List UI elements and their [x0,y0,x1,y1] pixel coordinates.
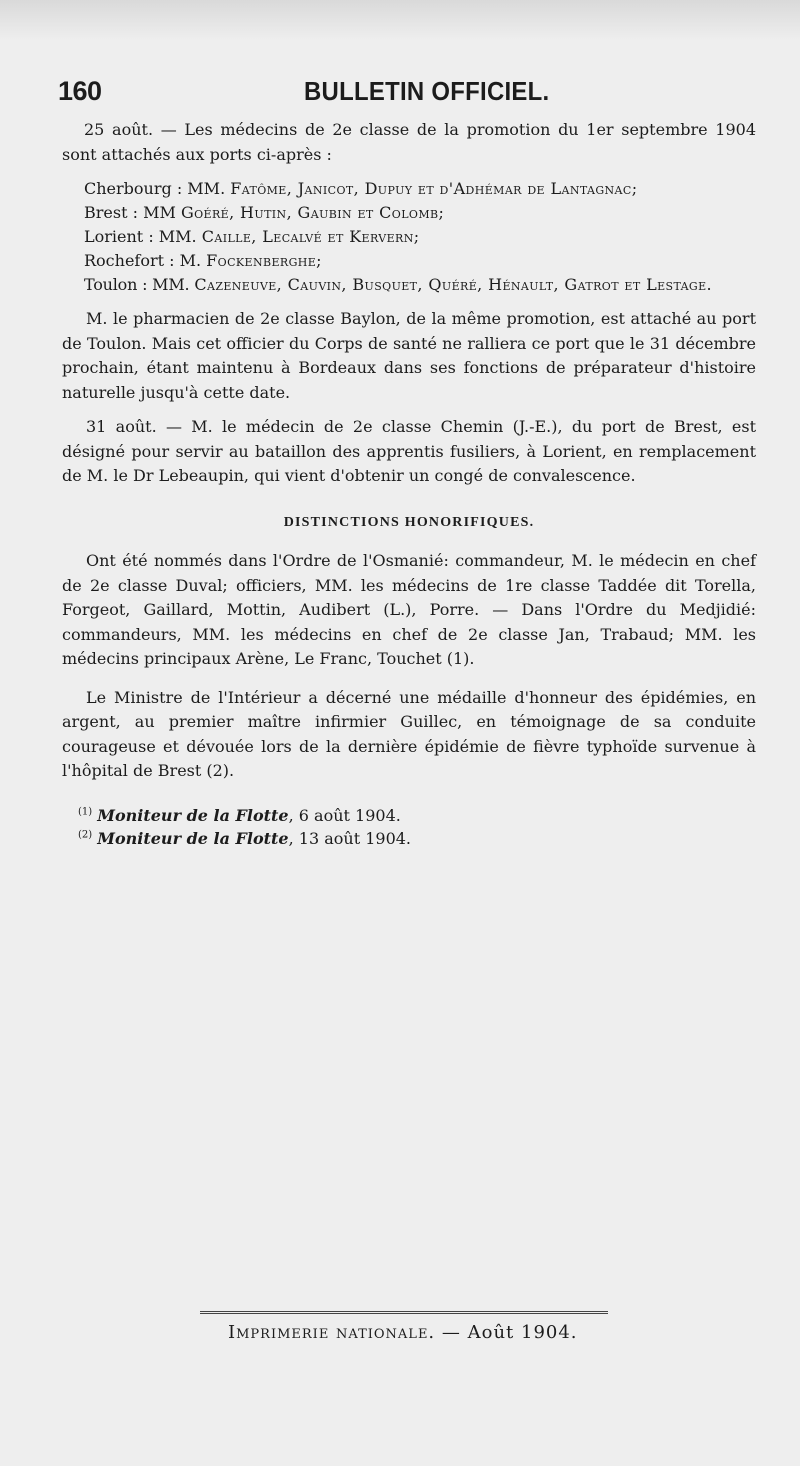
chemin-paragraph: 31 août. — M. le médecin de 2e classe Chemin (J.-E.), du port de Brest, est désigné pour servir au bataillon des apprentis fusiliers, à Lorient, en remplacement de M. le Dr Lebeaupin, qui vient d'obtenir un congé de convalescence. [62,417,756,485]
medaille-paragraph: Le Ministre de l'Intérieur a décerné une médaille d'honneur des épidémies, en argent, au premier maître infirmier Guillec, en témoignage de sa conduite courageuse et dévouée lors de la dernière épidémie de fièvre typhoïde survenue à l'hôpital de Brest (2). [62,687,756,780]
pharmacien-paragraph: M. le pharmacien de 2e classe Baylon, de la même promotion, est attaché au port de Toulon. Mais cet officier du Corps de santé ne ralliera ce port que le 31 décembre prochain, étant maintenu à Bordeaux dans ses fonctions de préparateur d'histoire naturelle jusqu'à cette date. [62,309,756,402]
scan-border [0,0,800,40]
imprint-footer: Imprimerie nationale. — Août 1904. [228,1322,578,1343]
printer-name: Imprimerie nationale. [228,1322,436,1343]
port-line-rochefort: Rochefort : M. Fockenberghe; [84,251,322,270]
footer-rule [200,1311,608,1314]
page-number: 160 [58,76,102,106]
section-title: DISTINCTIONS HONORIFIQUES. [283,514,535,530]
port-line-brest: Brest : MM Goéré, Hutin, Gaubin et Colomb; [84,203,445,222]
footnotes [78,804,756,850]
port-line-lorient: Lorient : MM. Caille, Lecalvé et Kervern; [84,227,420,246]
print-date: Août 1904. [467,1322,578,1343]
port-line-cherbourg: Cherbourg : MM. Fatôme, Janicot, Dupuy et d'Adhémar de Lantagnac; [84,179,638,198]
footnote-1: $^{(1)}$ Moniteur de la Flotte, 6 août 1904. [78,805,401,825]
page-header [58,76,746,112]
ports-list [62,177,756,297]
footnote-2: $^{(2)}$ Moniteur de la Flotte, 13 août 1904. [78,828,412,848]
intro-paragraph: 25 août. — Les médecins de 2e classe de la promotion du 1er septembre 1904 sont attachés aux ports ci-après : [62,120,756,164]
port-line-toulon: Toulon : MM. Cazeneuve, Cauvin, Busquet, Quéré, Hénault, Gatrot et Lestage. [84,275,713,294]
page-body [62,118,756,850]
running-head: BULLETIN OFFICIEL. [304,76,550,106]
distinctions-paragraph: Ont été nommés dans l'Ordre de l'Osmanié: commandeur, M. le médecin en chef de 2e classe Duval; officiers, MM. les médecins de 1re classe Taddée dit Torella, Forgeot, Gaillard, Mottin, Audibert (L.), Porre. — Dans l'Ordre du Medjidié: commandeurs, MM. les médecins en chef de 2e classe Jan, Trabaud; MM. les médecins principaux Arène, Le Franc, Touchet (1). [62,551,756,668]
